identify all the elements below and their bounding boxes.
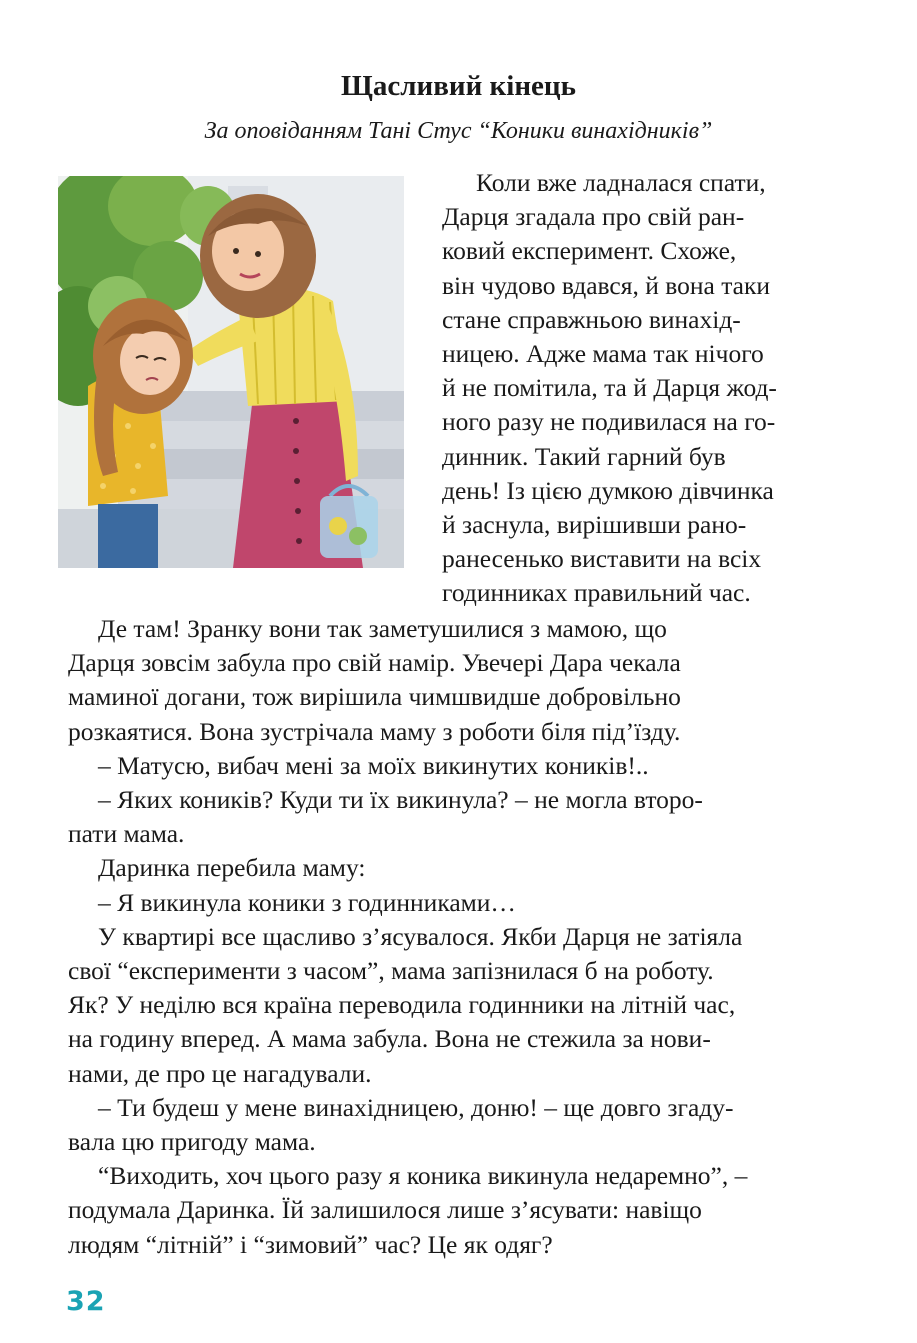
text-line: маминої догани, тож вирішила чимшвидше добровільно [68, 682, 681, 712]
text-line: ковий експеримент. Схоже, [442, 236, 737, 266]
text-line: Де там! Зранку вони так заметушилися з мамою, що [98, 614, 667, 643]
main-paragraphs [68, 612, 854, 1262]
side-paragraph [442, 166, 852, 611]
text-line: Дарця зовсім забула про свій намір. Увечері Дара чекала [68, 648, 681, 678]
text-line: У квартирі все щасливо з’ясувалося. Якби Дарця не затіяла [98, 921, 743, 951]
text-line: й заснула, вирішивши рано- [442, 510, 747, 540]
text-line: “Виходить, хоч цього разу я коника викинула недаремно”, – [98, 1161, 748, 1191]
text-line: Дарця згадала про свій ран- [442, 202, 745, 232]
story-title: Щасливий кінець [341, 70, 576, 102]
story-subtitle: За оповіданням Тані Стус “Коники винахідників” [204, 118, 713, 144]
text-line: ранесенько виставити на всіх [442, 544, 762, 574]
dialogue-line: – Матусю, вибач мені за моїх викинутих коників!.. [98, 750, 649, 780]
text-line: годинниках правильний час. [442, 578, 751, 608]
text-line: Як? У неділю вся країна переводила годинники на літній час, [68, 990, 736, 1020]
text-line: Коли вже ладналася спати, [476, 168, 766, 197]
page-number: 32 [66, 1286, 106, 1317]
text-line: Даринка перебила маму: [98, 853, 366, 883]
text-line: на годину вперед. А мама забула. Вона не стежила за нови- [68, 1024, 711, 1054]
text-line: ницею. Адже мама так нічого [442, 339, 764, 369]
text-line: стане справжньою винахід- [442, 304, 741, 334]
text-line: день! Із цією думкою дівчинка [442, 475, 774, 505]
text-line: й не помітила, та й Дарця жод- [442, 373, 777, 403]
dialogue-line: – Яких коників? Куди ти їх викинула? – не могла второ- [98, 785, 703, 815]
text-line: нами, де про це нагадували. [68, 1058, 372, 1088]
dialogue-line: – Я викинула коники з годинниками… [98, 887, 516, 917]
text-line: розкаятися. Вона зустрічала маму з роботи біля під’їзду. [68, 716, 681, 746]
text-line: людям “літній” і “зимовий” час? Це як одяг? [68, 1229, 553, 1259]
mother-daughter-illustration [58, 176, 404, 568]
text-line: свої “експерименти з часом”, мама запізнилася б на роботу. [68, 956, 714, 986]
text-line: він чудово вдався, й вона таки [442, 270, 771, 300]
mother-and-daughter-watercolor-icon [58, 176, 404, 568]
text-line: подумала Даринка. Їй залишилося лише з’ясувати: навіщо [68, 1195, 702, 1225]
text-line: ного разу не подивилася на го- [442, 407, 776, 437]
dialogue-line: – Ти будеш у мене винахідницею, доню! – ще довго згаду- [98, 1092, 734, 1122]
text-line: вала цю пригоду мама. [68, 1127, 316, 1157]
text-line: пати мама. [68, 819, 185, 849]
text-line: динник. Такий гарний був [442, 441, 726, 471]
